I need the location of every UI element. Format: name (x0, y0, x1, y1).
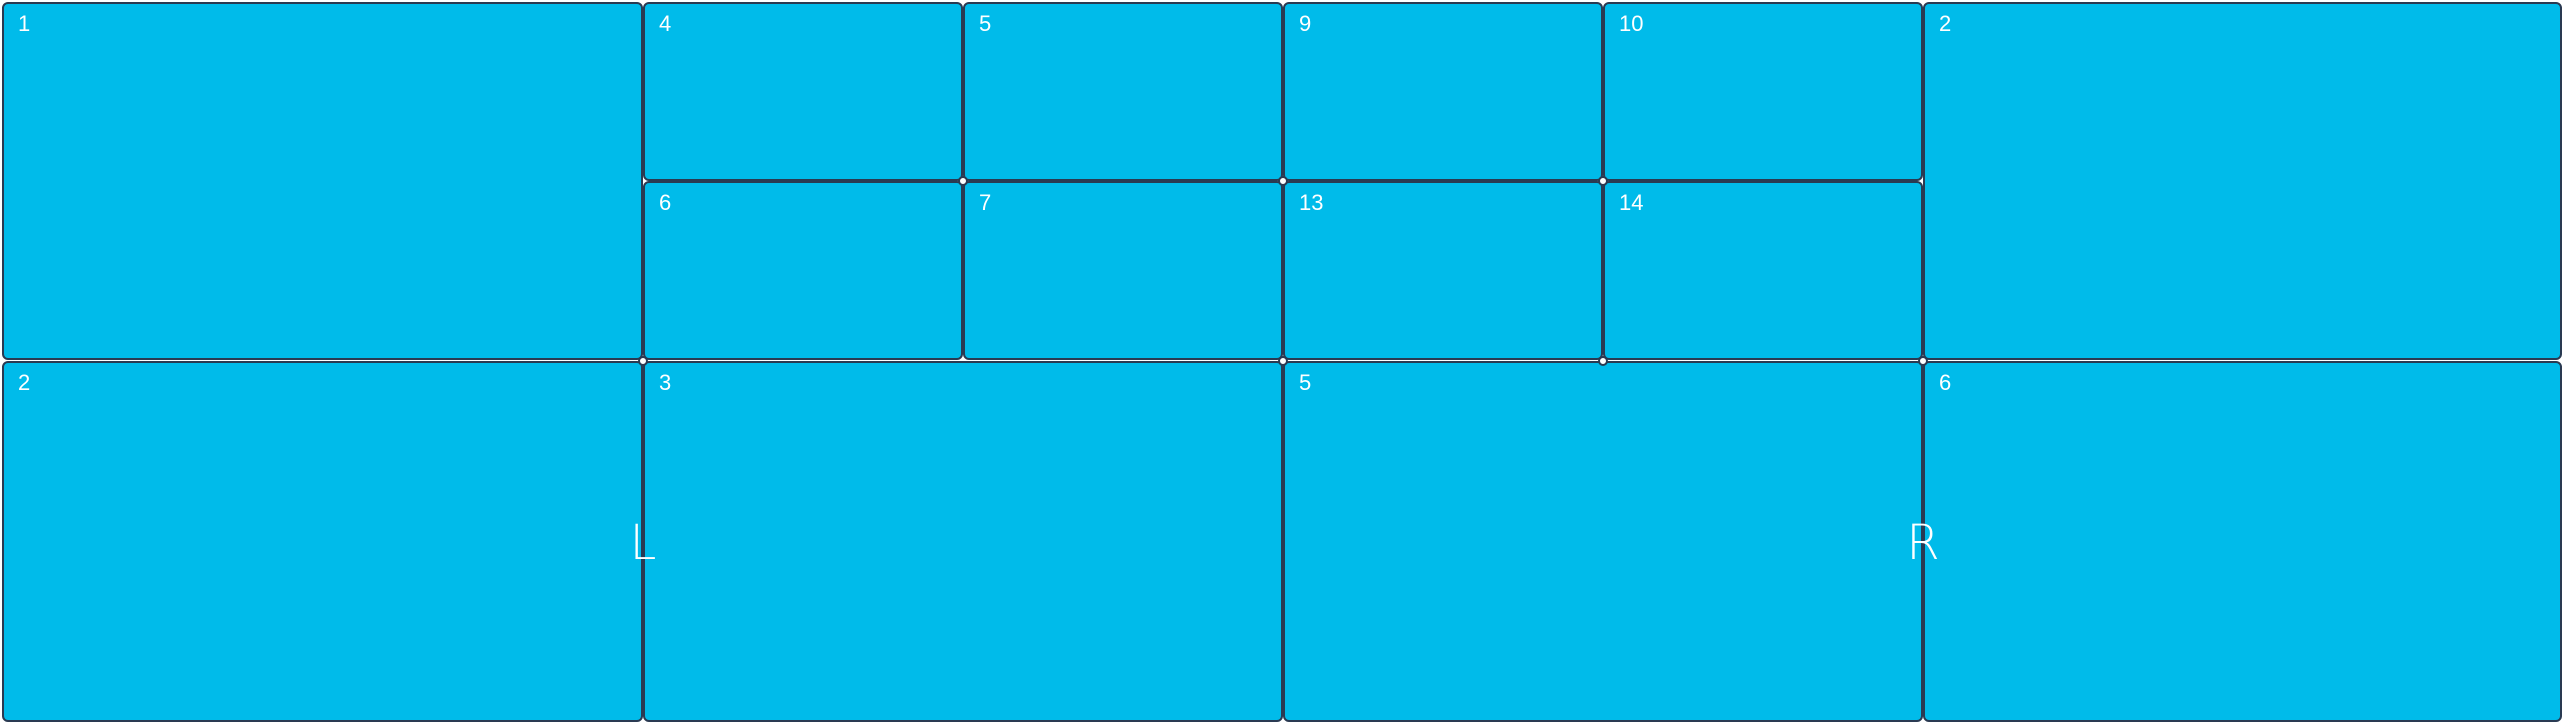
zone-top-1[interactable] (2, 2, 643, 360)
zone-label: 5 (979, 11, 992, 36)
zone-label: 5 (1299, 370, 1312, 395)
junction-dot (958, 176, 968, 186)
zone-top-5[interactable] (963, 2, 1283, 181)
zone-label: 10 (1619, 11, 1644, 36)
zone-top-2[interactable] (1923, 2, 2562, 360)
zone-top-4[interactable] (643, 2, 963, 181)
zone-bottom-3[interactable] (643, 361, 1283, 722)
left-marker: L (629, 515, 657, 571)
zone-label: 2 (1939, 11, 1952, 36)
junction-dot (1918, 356, 1928, 366)
zone-label: 13 (1299, 190, 1324, 215)
zone-top-14[interactable] (1603, 181, 1923, 360)
zone-bottom-6[interactable] (1923, 361, 2562, 722)
zone-label: 6 (659, 190, 672, 215)
junction-dot (1278, 356, 1288, 366)
zone-label: 1 (18, 11, 31, 36)
junction-dot (1598, 356, 1608, 366)
zone-top-9[interactable] (1283, 2, 1603, 181)
zone-label: 14 (1619, 190, 1644, 215)
junction-dot (1278, 176, 1288, 186)
zone-top-10[interactable] (1603, 2, 1923, 181)
zone-label: 2 (18, 370, 31, 395)
right-marker: R (1906, 515, 1940, 571)
zone-top-7[interactable] (963, 181, 1283, 360)
zone-top-6[interactable] (643, 181, 963, 360)
zone-label: 4 (659, 11, 672, 36)
zone-top-13[interactable] (1283, 181, 1603, 360)
zone-label: 3 (659, 370, 672, 395)
zone-bottom-2[interactable] (2, 361, 643, 722)
zone-label: 6 (1939, 370, 1952, 395)
zone-bottom-5[interactable] (1283, 361, 1923, 722)
zone-label: 7 (979, 190, 992, 215)
junction-dot (1598, 176, 1608, 186)
zone-label: 9 (1299, 11, 1312, 36)
junction-dot (638, 356, 648, 366)
